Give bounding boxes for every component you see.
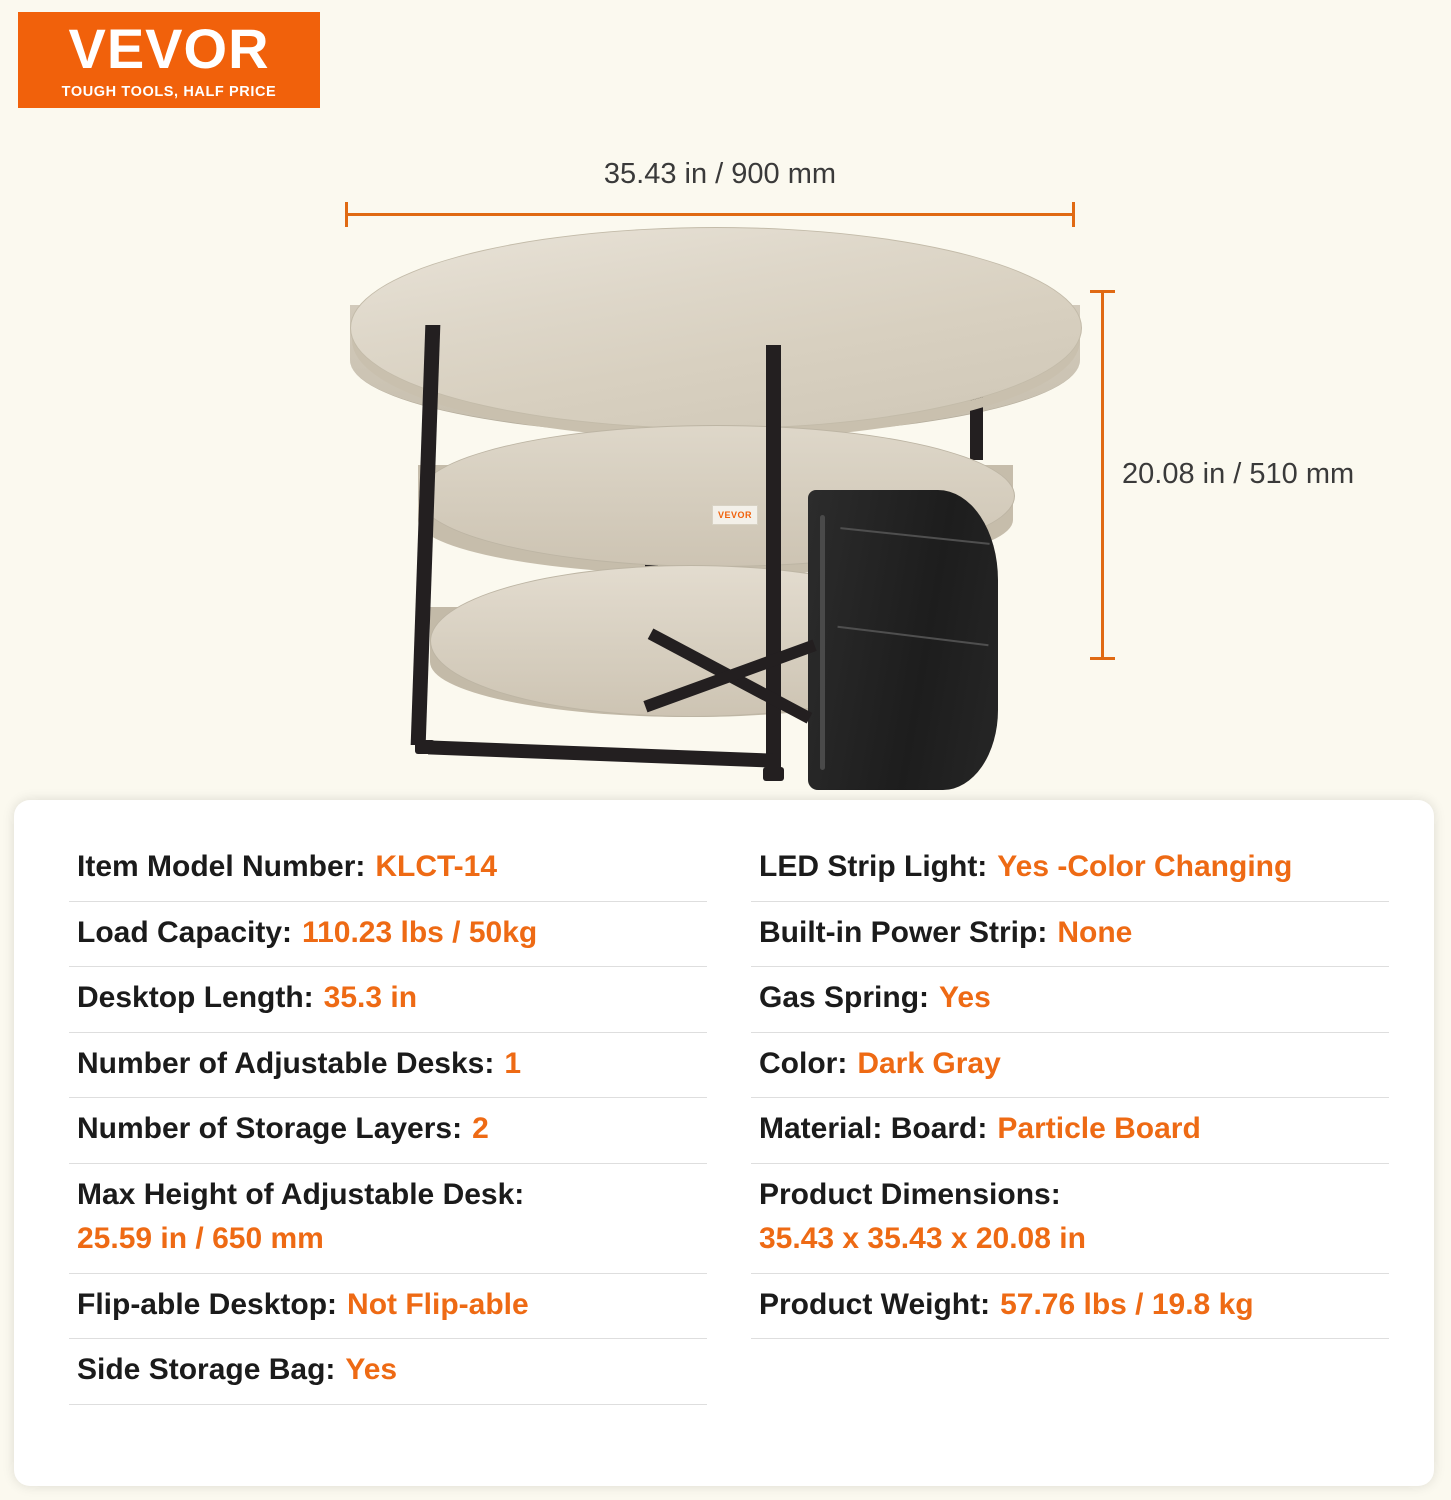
spec-label: Color:: [759, 1046, 848, 1080]
table-foot-left: [415, 740, 435, 754]
spec-row: [69, 967, 707, 1033]
spec-label: Desktop Length:: [77, 981, 314, 1014]
tabletop-surface: [350, 227, 1082, 429]
storage-bag-seam: [820, 515, 825, 770]
spec-label: Gas Spring:: [759, 981, 930, 1014]
brand-tagline: TOUGH TOOLS, HALF PRICE: [61, 83, 277, 100]
spec-row: [69, 1274, 707, 1340]
spec-value: 2: [472, 1112, 489, 1145]
height-dimension-label: 20.08 in / 510 mm: [1122, 458, 1355, 490]
specification-column-right: [729, 836, 1389, 1405]
spec-row: [69, 1339, 707, 1405]
coffee-table-drawing: [340, 215, 1100, 775]
spec-label: LED Strip Light:: [759, 850, 988, 883]
spec-row: [69, 1164, 707, 1274]
spec-label: Product Dimensions:: [759, 1177, 1061, 1211]
width-dimension-label: 35.43 in / 900 mm: [603, 158, 837, 190]
brand-logo: [18, 12, 320, 108]
product-illustration: [0, 120, 1451, 780]
specification-card: [14, 800, 1434, 1486]
spec-row: [751, 1274, 1389, 1340]
spec-value: 57.76 lbs / 19.8 kg: [1000, 1287, 1254, 1321]
spec-row: [751, 1098, 1389, 1164]
table-foot-right: [763, 767, 784, 781]
spec-label: Number of Adjustable Desks:: [77, 1046, 495, 1080]
specification-grid: [69, 836, 1389, 1405]
spec-value: KLCT-14: [375, 850, 498, 883]
spec-value: None: [1057, 915, 1133, 949]
spec-row: [751, 1164, 1389, 1274]
spec-label: Material: Board:: [759, 1112, 988, 1145]
specification-column-left: [69, 836, 729, 1405]
table-bottom-brace: [428, 740, 773, 767]
spec-row: [751, 902, 1389, 968]
vevor-badge: VEVOR: [712, 505, 758, 525]
spec-label: Built-in Power Strip:: [759, 915, 1048, 949]
spec-value: Yes: [345, 1353, 398, 1386]
spec-label: Number of Storage Layers:: [77, 1112, 463, 1145]
spec-row-spacer: [751, 1339, 1389, 1382]
spec-label: Flip-able Desktop:: [77, 1287, 338, 1321]
spec-value: 35.3 in: [323, 981, 418, 1014]
spec-label: Load Capacity:: [77, 915, 293, 949]
spec-value: Dark Gray: [857, 1046, 1001, 1080]
spec-value: 1: [504, 1046, 521, 1080]
spec-row: [69, 1033, 707, 1099]
spec-row: [751, 1033, 1389, 1099]
spec-label: Max Height of Adjustable Desk:: [77, 1177, 525, 1211]
spec-row: [69, 902, 707, 968]
spec-value: Yes: [939, 981, 991, 1014]
table-leg-front-left: [411, 325, 441, 745]
spec-label: Item Model Number:: [77, 850, 366, 883]
spec-label: Product Weight:: [759, 1287, 991, 1321]
spec-value: 35.43 x 35.43 x 20.08 in: [759, 1222, 1086, 1255]
spec-row: [751, 836, 1389, 902]
brand-name: VEVOR: [68, 16, 270, 80]
spec-row: [751, 967, 1389, 1033]
spec-row: [69, 1098, 707, 1164]
spec-value: 110.23 lbs / 50kg: [302, 915, 538, 949]
height-dimension-line: [1101, 290, 1104, 660]
spec-label: Side Storage Bag:: [77, 1353, 336, 1386]
spec-value: Particle Board: [997, 1112, 1201, 1145]
spec-value: Not Flip-able: [347, 1287, 529, 1321]
spec-value: Yes -Color Changing: [997, 850, 1293, 883]
spec-value: 25.59 in / 650 mm: [77, 1222, 324, 1255]
spec-row: [69, 836, 707, 902]
